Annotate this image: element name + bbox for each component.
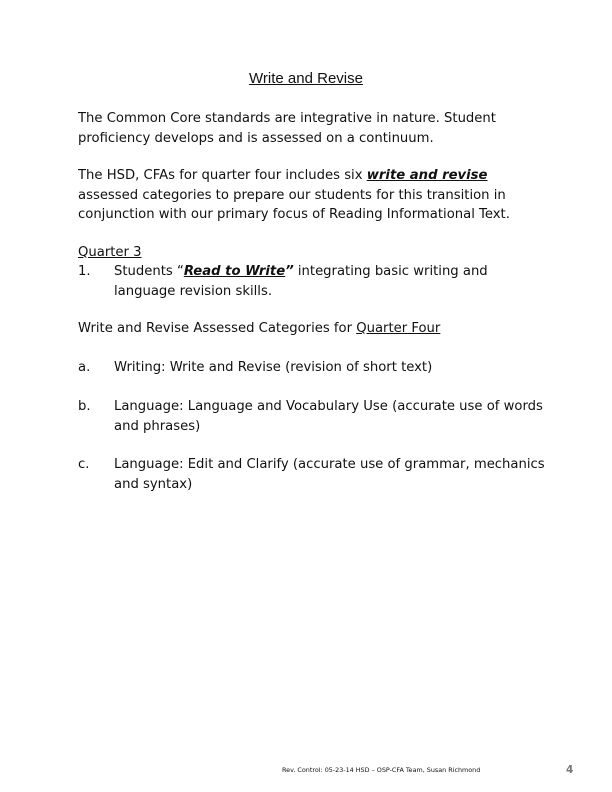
page-title: Write and Revise bbox=[249, 70, 363, 87]
category-text: Writing: Write and Revise (revision of short text) bbox=[114, 360, 433, 375]
category-text: Language: Edit and Clarify (accurate use of grammar, mechanics and syntax) bbox=[114, 457, 545, 492]
categories-intro bbox=[78, 319, 548, 339]
intro-paragraph: The Common Core standards are integrative in nature. Student proficiency develops and is assessed on a continuum. bbox=[78, 111, 496, 146]
list-marker: c. bbox=[78, 457, 90, 472]
revision-footer: Rev. Control: 05-23-14 HSD – OSP-CFA Team, Susan Richmond bbox=[282, 766, 481, 774]
category-item-a bbox=[78, 358, 548, 378]
quarter-3-heading: Quarter 3 bbox=[78, 245, 142, 260]
list-marker: b. bbox=[78, 399, 91, 414]
quarter-four-link-text: Quarter Four bbox=[356, 321, 441, 336]
categories-intro-text: Write and Revise Assessed Categories for bbox=[78, 321, 357, 336]
category-text: Language: Language and Vocabulary Use (accurate use of words and phrases) bbox=[114, 399, 543, 434]
item-text-before: Students “ bbox=[114, 264, 184, 279]
quarter-3-item-text bbox=[114, 262, 548, 301]
quarter-3-item bbox=[78, 262, 548, 301]
page-number: 4 bbox=[566, 764, 574, 776]
cfa-paragraph-text-before: The HSD, CFAs for quarter four includes six bbox=[78, 168, 367, 183]
list-marker: a. bbox=[78, 360, 91, 375]
cfa-paragraph-emphasis: write and revise bbox=[366, 168, 488, 183]
closing-quote: ” bbox=[285, 264, 294, 279]
category-item-c bbox=[78, 455, 548, 494]
read-to-write-emphasis: Read to Write bbox=[183, 264, 286, 279]
item-text-after: integrating basic writing and language revision skills. bbox=[114, 264, 488, 299]
list-marker: 1. bbox=[78, 264, 91, 279]
category-item-b bbox=[78, 397, 548, 436]
cfa-paragraph-text-after: assessed categories to prepare our students for this transition in conjunction with our primary focus of Reading Informational Text. bbox=[78, 187, 510, 222]
cfa-paragraph bbox=[78, 166, 548, 225]
